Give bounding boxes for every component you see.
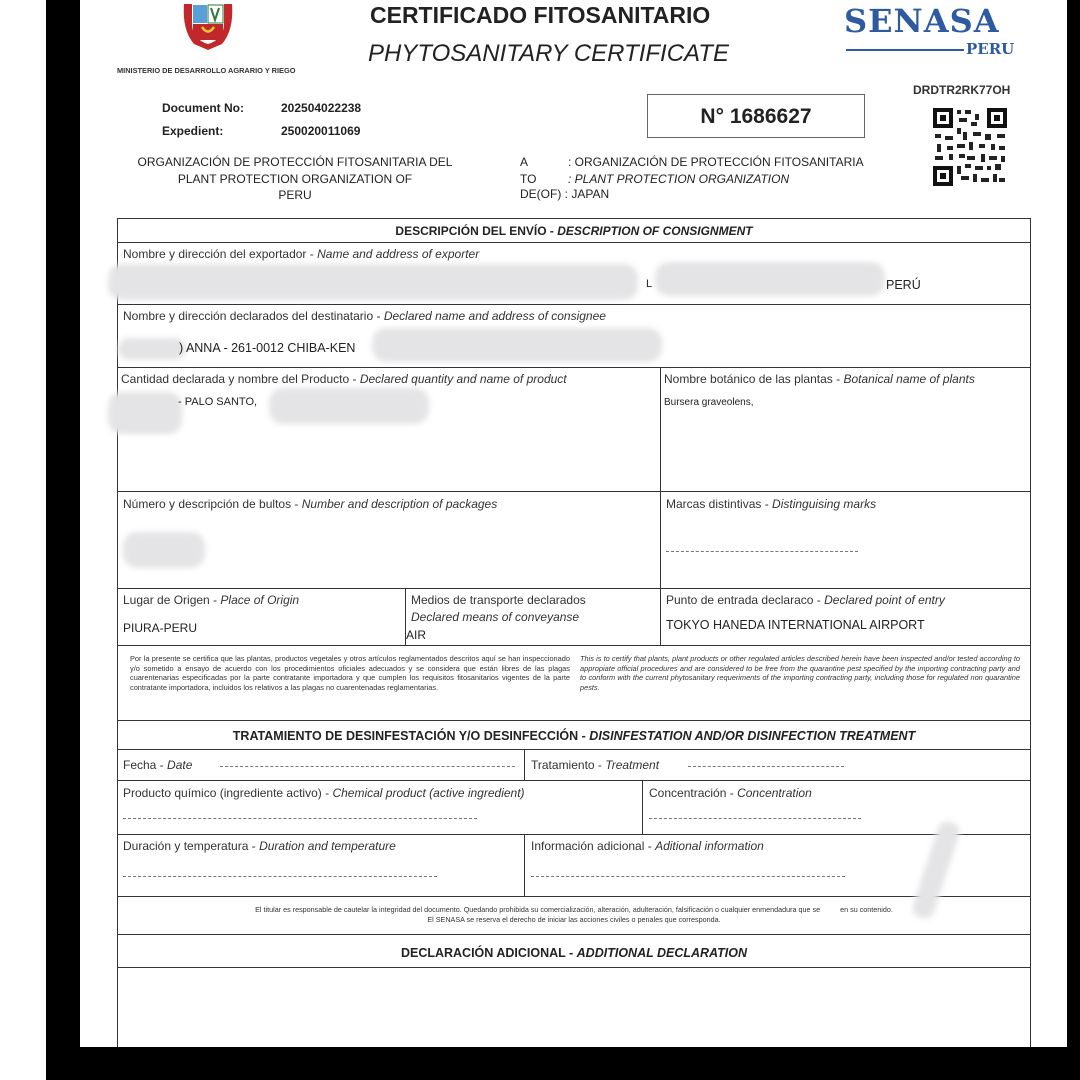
certificate-page — [80, 0, 1067, 1047]
redacted-exporter-address — [655, 262, 885, 296]
legal-note-line1-a: El titular es responsable de cautelar la integridad del documento. Quedando prohibida su comercialización, alteración, adulteración, falsificación o cualquier enmendadura que se — [255, 905, 821, 914]
from-org-country: PERU — [278, 188, 312, 202]
qr-code[interactable] — [933, 108, 1007, 186]
exporter-label-es: Nombre y dirección del exportador - — [123, 247, 314, 261]
redacted-product-detail — [269, 388, 429, 424]
document-no-label: Document No: — [162, 101, 244, 115]
treatment-dotted-line — [688, 766, 844, 767]
origin-value: PIURA-PERU — [123, 621, 198, 635]
bottom-black-bar — [46, 1047, 1080, 1080]
expedient-value: 250020011069 — [281, 124, 361, 138]
to-marker-to: TO — [520, 171, 537, 186]
consignment-heading-es: DESCRIPCIÓN DEL ENVÍO - — [395, 224, 554, 238]
duration-label-en: Duration and temperature — [259, 839, 396, 853]
product-label-en: Declared quantity and name of product — [359, 372, 567, 386]
botanical-label-en: Botanical name of plants — [843, 372, 975, 386]
date-label — [123, 758, 192, 772]
exporter-label — [123, 247, 479, 261]
peru-coat-of-arms — [178, 0, 238, 52]
from-org-en: PLANT PROTECTION ORGANIZATION OF — [177, 171, 413, 186]
entry-label-es: Punto de entrada declaraco - — [666, 593, 821, 607]
to-org-en: : PLANT PROTECTION ORGANIZATION — [568, 171, 790, 186]
divider — [117, 242, 1031, 243]
divider — [117, 491, 1031, 492]
legal-note-line2: El SENASA se reserva el derecho de iniciar las acciones civiles o penales que corresponda. — [427, 915, 721, 924]
duration-label-es: Duración y temperatura - — [123, 839, 256, 853]
to-org-es: : ORGANIZACIÓN DE PROTECCIÓN FITOSANITARIA — [568, 155, 864, 169]
packages-label-en: Number and description of packages — [301, 497, 498, 511]
senasa-logo — [844, 2, 1026, 62]
legal-note — [117, 905, 1031, 925]
divider — [524, 834, 525, 896]
from-organization — [118, 154, 472, 204]
title-en: PHYTOSANITARY CERTIFICATE — [368, 40, 729, 67]
transport-label-en: Declared means of conveyanse — [411, 610, 580, 624]
chemical-label-en: Chemical product (active ingredient) — [332, 786, 525, 800]
entry-value: TOKYO HANEDA INTERNATIONAL AIRPORT — [666, 618, 925, 632]
concentration-dotted-line — [649, 818, 861, 819]
additional-declaration-heading — [117, 946, 1031, 960]
legal-note-line1 — [117, 905, 1031, 915]
origin-label — [123, 593, 299, 607]
additional-declaration-heading-es: DECLARACIÓN ADICIONAL - — [400, 946, 574, 960]
botanical-value: Bursera graveolens, — [664, 397, 754, 408]
from-org-es: ORGANIZACIÓN DE PROTECCIÓN FITOSANITARIA DEL — [137, 155, 453, 169]
verification-code: DRDTR2RK77OH — [913, 83, 1011, 97]
exporter-country: PERÚ — [886, 278, 921, 292]
concentration-label-es: Concentración - — [649, 786, 734, 800]
treatment-label-en: Treatment — [605, 758, 660, 772]
origin-label-es: Lugar de Origen - — [123, 593, 218, 607]
left-margin — [0, 0, 46, 1080]
botanical-label-es: Nombre botánico de las plantas - — [664, 372, 841, 386]
consignee-label-es: Nombre y dirección declarados del destinatario - — [123, 309, 381, 323]
consignee-label — [123, 309, 606, 323]
entry-label-en: Declared point of entry — [824, 593, 945, 607]
concentration-label-en: Concentration — [737, 786, 812, 800]
exporter-label-en: Name and address of exporter — [317, 247, 480, 261]
treatment-label-es: Tratamiento - — [531, 758, 602, 772]
treatment-label — [531, 758, 659, 772]
redacted-consignee-first — [118, 338, 186, 360]
divider — [117, 367, 1031, 368]
expedient-label: Expedient: — [162, 124, 224, 138]
certificate-number-box — [647, 94, 865, 138]
document-no-value: 202504022238 — [281, 101, 362, 115]
redacted-packages — [123, 532, 205, 568]
consignment-heading-en: DESCRIPTION OF CONSIGNMENT — [557, 224, 753, 238]
transport-label-es: Medios de transporte declarados — [411, 593, 586, 607]
treatment-heading-es: TRATAMIENTO DE DESINFESTACIÓN Y/O DESINFECCIÓN - — [232, 729, 586, 743]
divider — [117, 967, 1031, 968]
additional-declaration-heading-en: ADDITIONAL DECLARATION — [576, 946, 748, 960]
botanical-label — [664, 372, 975, 386]
product-label-es: Cantidad declarada y nombre del Producto - — [121, 372, 357, 386]
chemical-label — [123, 786, 525, 800]
ministry-name: MINISTERIO DE DESARROLLO AGRARIO Y RIEGO — [117, 66, 296, 75]
divider — [117, 934, 1031, 935]
redacted-consignee-rest — [372, 328, 662, 362]
consignment-heading — [117, 224, 1031, 238]
divider — [117, 896, 1031, 897]
senasa-underline — [846, 49, 964, 51]
certification-text-es: Por la presente se certifica que las plantas, productos vegetales y otros artículos reglamentados descritos aquí se han inspeccionado y/o sometido a ensayo de acuerdo con los procedimientos oficiales adecuados y se considera que están libres de las plagas cuarentenarias especificadas por la parte contratante importadora y que cumplen los requisitos fitosanitarios vigentes de la parte contratante importadora, incluidos los relativos a las plagas no cuarentenadas reglamentarias. — [130, 654, 570, 692]
divider — [117, 749, 1031, 750]
transport-value: AIR — [406, 628, 427, 642]
divider — [117, 780, 1031, 781]
treatment-heading — [117, 729, 1031, 743]
packages-label — [123, 497, 497, 511]
divider — [117, 834, 1031, 835]
entry-label — [666, 593, 945, 607]
divider — [117, 304, 1031, 305]
concentration-label — [649, 786, 812, 800]
redacted-exporter-name — [108, 264, 638, 300]
certification-text-en: This is to certify that plants, plant products or other regulated articles described herein have been inspected and/or tested according to appropiate official procedures and are considered to be free from the quarantine pest specified by the importing contracting party and to conform with the current phytosanitary requeriments of the importing contracting party, including those for regulated non quarantine pests. — [580, 654, 1020, 692]
product-label — [121, 372, 567, 386]
divider — [642, 780, 643, 834]
legal-note-line1-b: en su contenido. — [840, 905, 893, 914]
divider — [117, 588, 1031, 589]
redacted-quantity — [108, 392, 182, 434]
date-label-en: Date — [167, 758, 193, 772]
divider — [117, 720, 1031, 721]
divider — [660, 367, 661, 645]
marks-label-es: Marcas distintivas - — [666, 497, 769, 511]
to-organization — [568, 154, 864, 187]
to-markers — [520, 154, 536, 187]
additional-info-label — [531, 839, 764, 853]
chemical-dotted-line — [123, 818, 477, 819]
duration-label — [123, 839, 396, 853]
date-label-es: Fecha - — [123, 758, 164, 772]
senasa-country: PERU — [966, 40, 1015, 58]
treatment-heading-en: DISINFESTATION AND/OR DISINFECTION TREATMENT — [589, 729, 916, 743]
duration-dotted-line — [123, 876, 437, 877]
additional-info-label-en: Aditional information — [655, 839, 764, 853]
consignee-value: ) ANNA - 261-0012 CHIBA-KEN — [179, 341, 356, 355]
additional-info-label-es: Información adicional - — [531, 839, 652, 853]
to-country-row — [520, 187, 609, 201]
to-marker-de: DE(OF) : — [520, 187, 568, 201]
origin-label-en: Place of Origin — [220, 593, 300, 607]
certificate-number: N° 1686627 — [700, 105, 812, 128]
packages-label-es: Número y descripción de bultos - — [123, 497, 299, 511]
consignee-label-en: Declared name and address of consignee — [383, 309, 606, 323]
product-value: - PALO SANTO, — [178, 396, 258, 408]
marks-label-en: Distinguising marks — [772, 497, 877, 511]
exporter-initial: L — [646, 278, 653, 290]
date-dotted-line — [220, 766, 515, 767]
chemical-label-es: Producto químico (ingrediente activo) - — [123, 786, 330, 800]
to-country: JAPAN — [571, 187, 610, 201]
divider — [117, 645, 1031, 646]
divider — [524, 749, 525, 780]
marks-dotted-line — [666, 551, 858, 552]
marks-label — [666, 497, 876, 511]
title-es: CERTIFICADO FITOSANITARIO — [370, 2, 711, 28]
senasa-wordmark: SENASA — [844, 2, 1000, 40]
additional-info-dotted-line — [531, 876, 845, 877]
to-marker-a: A — [520, 155, 529, 169]
